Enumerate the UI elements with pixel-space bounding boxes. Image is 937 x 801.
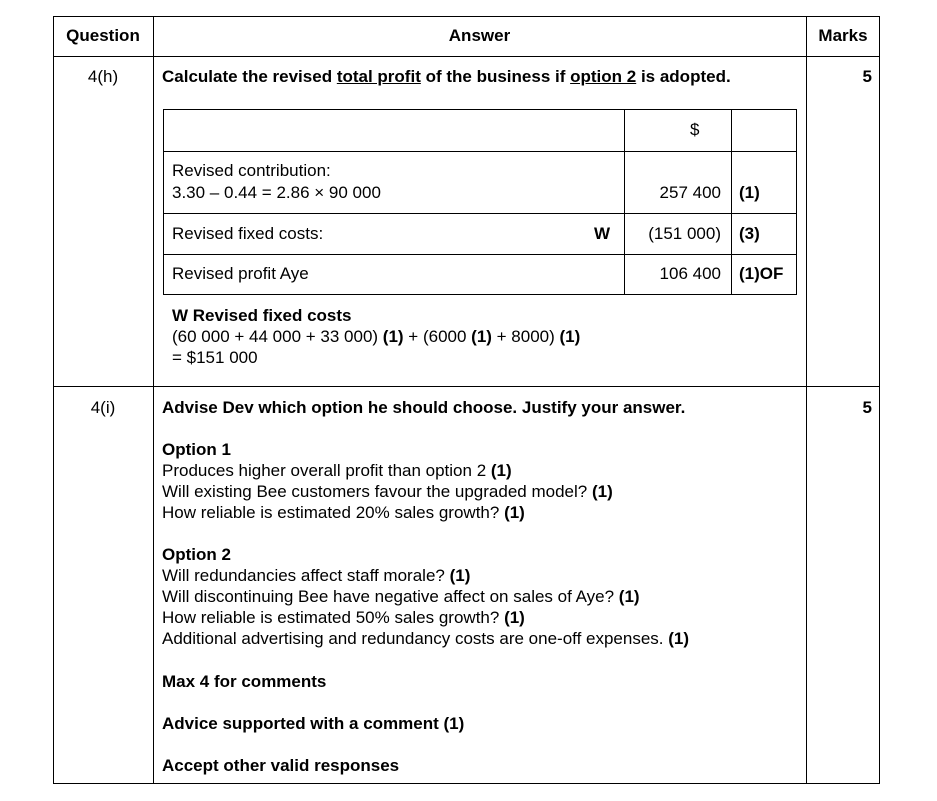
question-prompt-4h: Calculate the revised total profit of the business if option 2 is adopted. (162, 67, 731, 86)
row2-label: Revised fixed costs: (172, 224, 324, 243)
working-line-2: = $151 000 (172, 348, 258, 367)
calc-col-divider-1 (624, 109, 625, 295)
header-question: Question (66, 26, 140, 45)
option1-item: Produces higher overall profit than option 2 (1) (162, 461, 512, 480)
header-divider (53, 56, 880, 57)
accept-note: Accept other valid responses (162, 756, 400, 775)
marks-4i: 5 (862, 398, 872, 417)
working-title: W Revised fixed costs (172, 306, 352, 325)
row3-mark: (1)OF (739, 264, 784, 283)
option1-item: Will existing Bee customers favour the upgraded model? (1) (162, 482, 613, 501)
header-marks: Marks (818, 26, 868, 45)
option2-item: How reliable is estimated 50% sales growth? (1) (162, 608, 525, 627)
row1-mark: (1) (739, 183, 760, 202)
row1-value: 257 400 (659, 183, 721, 202)
row3-value: 106 400 (659, 264, 721, 283)
currency-header: $ (690, 120, 700, 139)
option2-item: Will discontinuing Bee have negative affect on sales of Aye? (1) (162, 587, 640, 606)
row-divider (53, 386, 880, 387)
option2-title: Option 2 (162, 545, 231, 564)
calc-row-divider-3 (163, 254, 797, 255)
option1-title: Option 1 (162, 440, 231, 459)
question-prompt-4i: Advise Dev which option he should choose. Justify your answer. (162, 398, 686, 417)
question-number-4h: 4(h) (87, 67, 119, 86)
calc-col-divider-2 (731, 109, 732, 295)
max-comments-note: Max 4 for comments (162, 672, 327, 691)
option2-item: Additional advertising and redundancy costs are one-off expenses. (1) (162, 629, 690, 648)
row2-value: (151 000) (648, 224, 721, 243)
row1-label-line2: 3.30 – 0.44 = 2.86 × 90 000 (172, 183, 381, 202)
row2-mark: (3) (739, 224, 760, 243)
advice-note: Advice supported with a comment (1) (162, 714, 465, 733)
column-divider-question (153, 16, 154, 784)
calc-row-divider-1 (163, 151, 797, 152)
calc-row-divider-2 (163, 213, 797, 214)
marks-4h: 5 (862, 67, 872, 86)
question-number-4i: 4(i) (90, 398, 116, 417)
option1-item: How reliable is estimated 20% sales growth? (1) (162, 503, 525, 522)
row2-working-ref: W (594, 224, 611, 243)
working-line-1: (60 000 + 44 000 + 33 000) (1) + (6000 (1) + 8000) (1) (172, 327, 581, 346)
option2-item: Will redundancies affect staff morale? (1) (162, 566, 471, 585)
row3-label: Revised profit Aye (172, 264, 309, 283)
row1-label-line1: Revised contribution: (172, 161, 331, 180)
header-answer: Answer (448, 26, 511, 45)
